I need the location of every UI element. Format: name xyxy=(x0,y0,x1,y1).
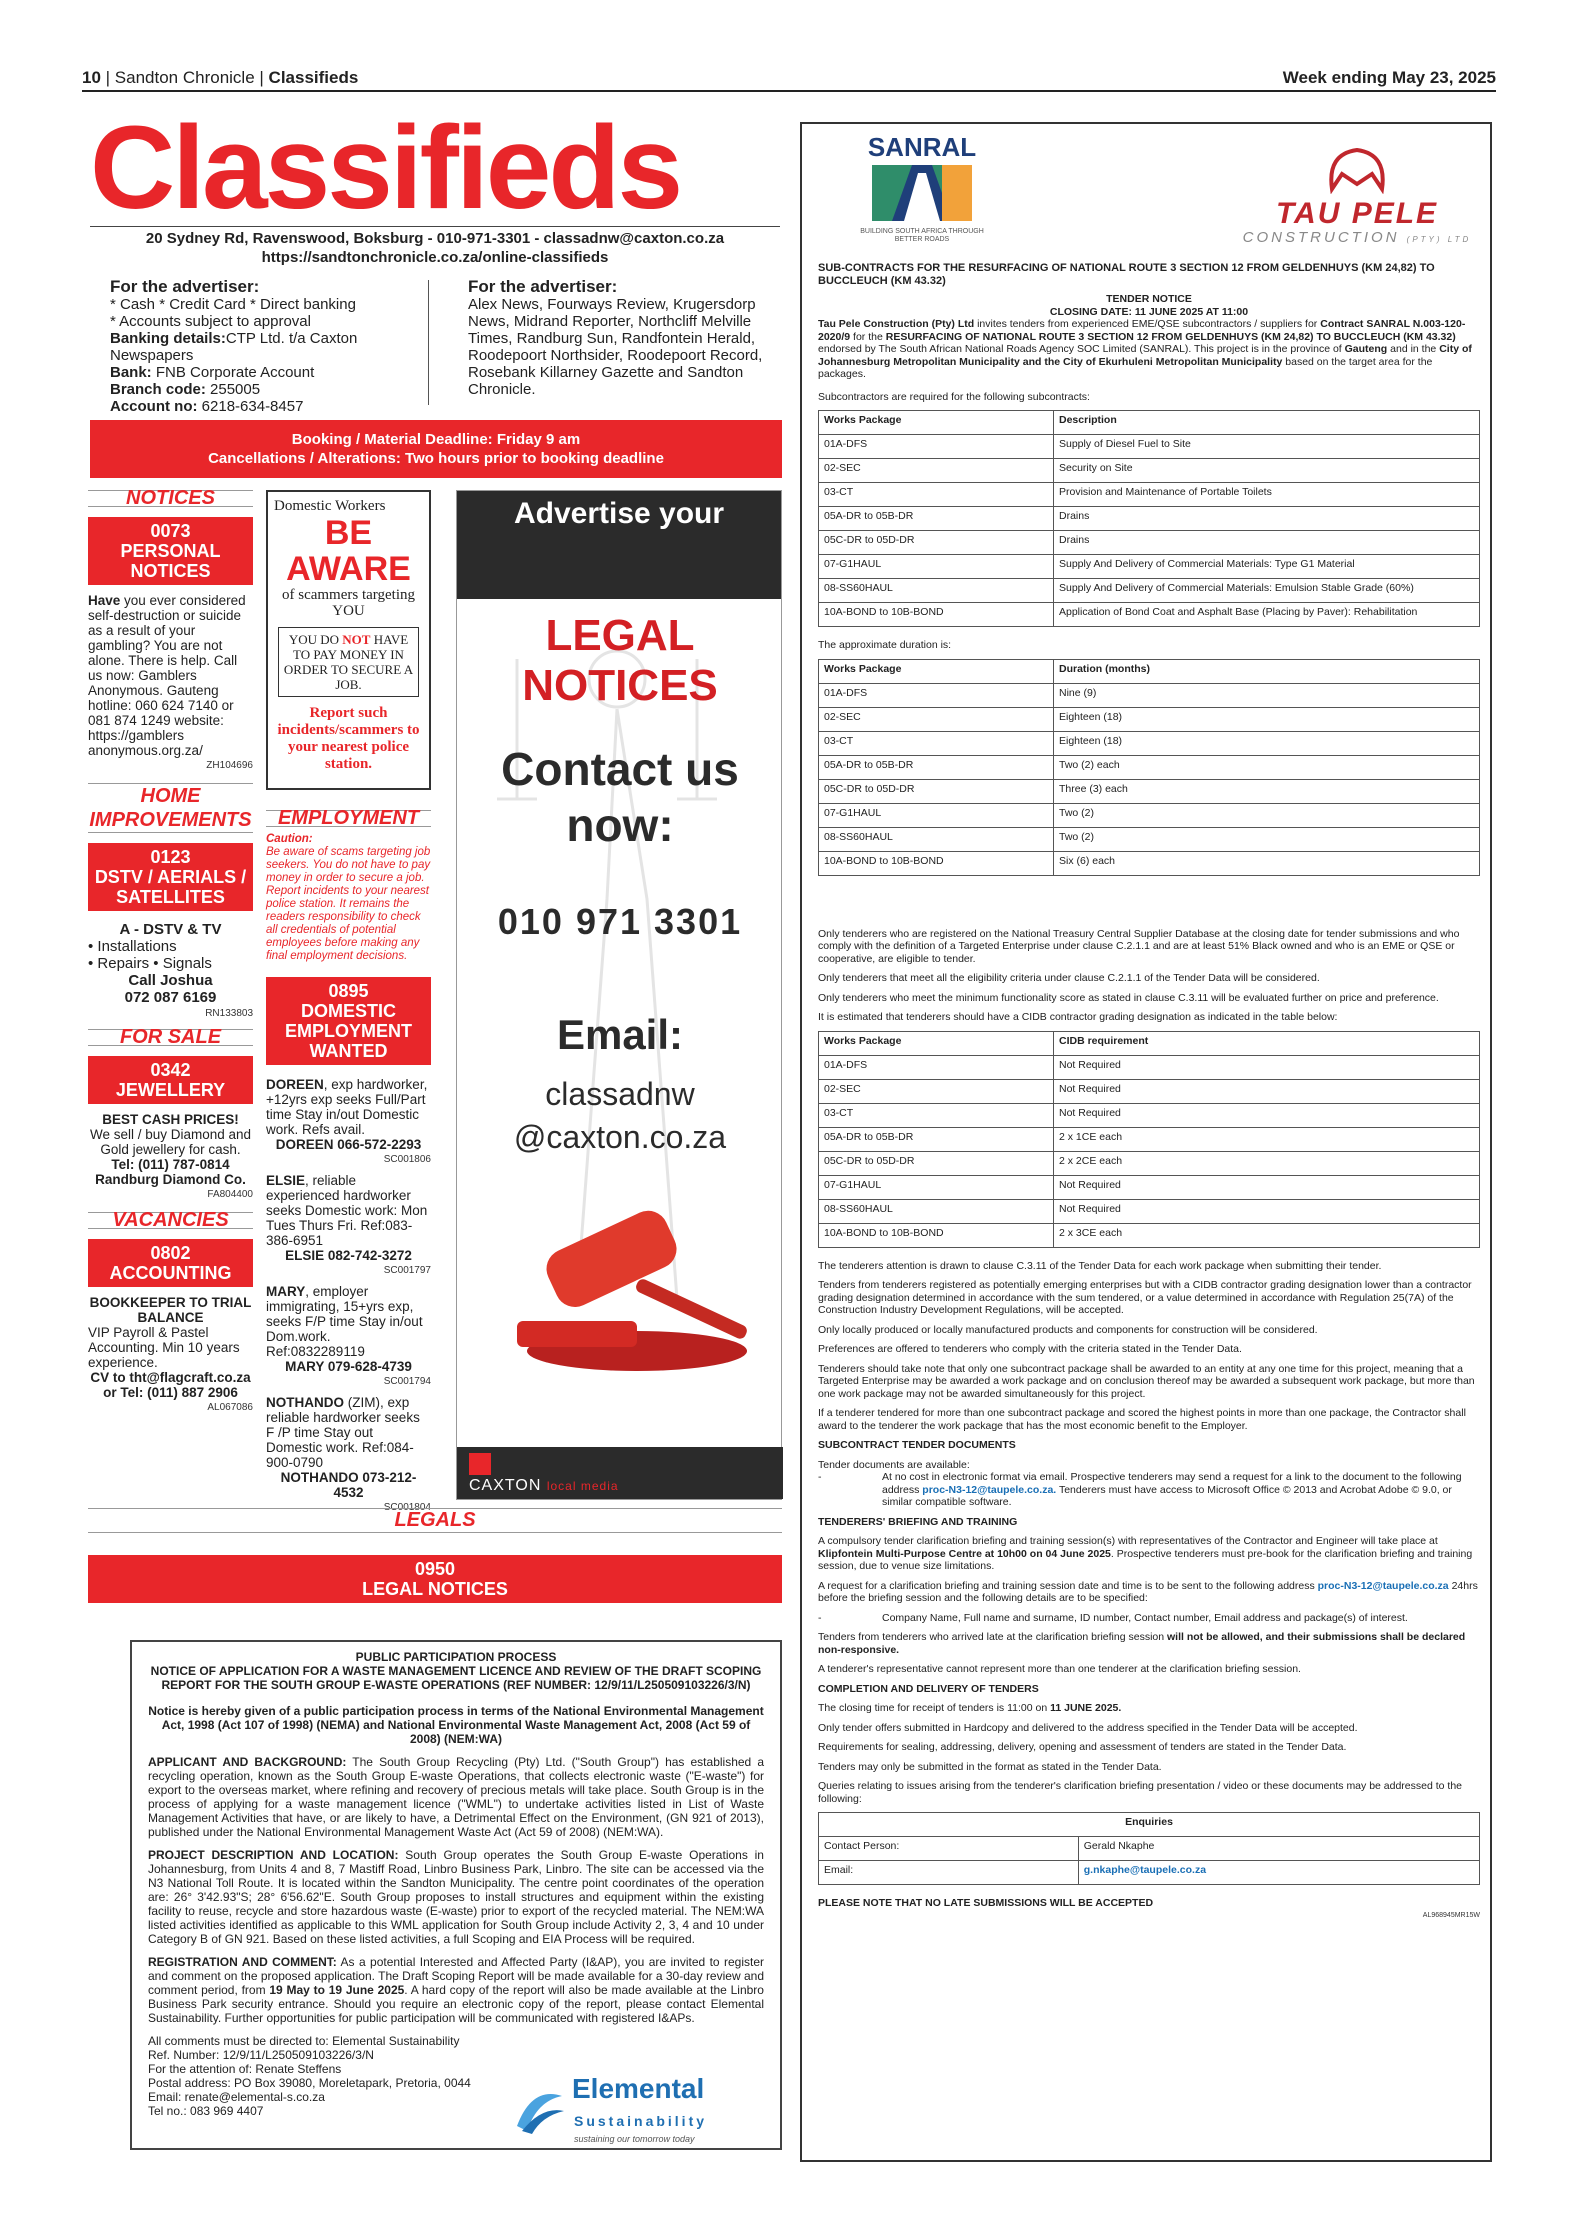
contact-us-title: Contact us now: xyxy=(501,743,739,851)
page-header-left: 10 | Sandton Chronicle | Classifieds xyxy=(82,68,359,87)
domestic-ad: ELSIE, reliable experienced hardworker seeks Domestic work: Mon Tues Thurs Fri. Ref:083-386-6951 ELSIE 082-742-3272 SC001797 xyxy=(266,1173,431,1276)
classifieds-logo: Classifieds xyxy=(90,102,681,234)
table-row: 05C-DR to 05D-DR Three (3) each xyxy=(819,779,1480,803)
jewellery-ad: BEST CASH PRICES! We sell / buy Diamond and Gold jewellery for cash. Tel: (011) 787-0814 Randburg Diamond Co. xyxy=(89,1112,252,1187)
table-row: 05C-DR to 05D-DR 2 x 2CE each xyxy=(819,1151,1480,1175)
table-row: 08-SS60HAUL Supply And Delivery of Commercial Materials: Emulsion Stable Grade (60%) xyxy=(819,579,1480,603)
waste-licence-notice: PUBLIC PARTICIPATION PROCESS NOTICE OF APPLICATION FOR A WASTE MANAGEMENT LICENCE AND REVIEW OF THE DRAFT SCOPING REPORT FOR THE SOUTH GROUP E-WASTE OPERATIONS (REF NUMBER: 12/9/11/L250509103226/3/N) Notice is hereby given of a public participation process in terms of the National Environmental Management Act, 1998 (Act 107 of 1998) (NEMA) and National Environmental Waste Management Act, 2008 (Act 59 of 2008) (NEM:WA) APPLICANT AND BACKGROUND: The South Group Recycling (Pty) Ltd. ("South Group") has established a recycling operation, known as the South Group E-waste Operations, that collects electronic waste ("E-waste") for export to the overseas market, where refining and recovery of precious metals will take place. South Group is in the process of applying for a waste management licence ("WML") to undertake activities listed in List of Waste Management Activities that have, or are likely to have, a Detrimental Effect on the Environment, (GN 921 of 2013), published under the National Environmental Management Waste Act (Act 59 of 2008) (NEM:WA). PROJECT DESCRIPTION AND LOCATION: South Group operates the South Group E-waste Operations in Johannesburg, from Units 4 and 8, 7 Mastiff Road, Linbro Business Park, Linbro. The site can be accessed via the N3 National Toll Route. It is located within the Sandton Municipality. The centre point coordinates of the operation are: 26° 3'42.93"S; 28° 6'56.62"E. South Group proposes to install structures and equipment within the existing facility to reuse, recycle and store hazardous waste (E-waste) prior to export of the recycled material. The NEM:WA listed activities identified as applicable to this WML application for South Group include Activity 2, 3, 4 and 10 under Category B of GN 921. Based on these listed activities, a full Scoping and EIA Process will be required. REGISTRATION AND COMMENT: As a potential Interested and Affected Party (I&AP), you are invited to register and comment on the proposed application. The Draft Scoping Report will be made available for a 30-day review and comment period, from 19 May to 19 June 2025. A hard copy of the report will also be made available at the Linbro Business Park security entrance. Should you require an electronic copy of the report, please contact Elemental Sustainability. Further opportunities for public participation will be communicated with registered I&APs. All comments must be directed to: Elemental Sustainability Ref. Number: 12/9/11/L250509103226/3/N For the attention of: Renate Steffens Postal address: PO Box 39080, Moreletapark, Pretoria, 0044 Email: renate@elemental-s.co.za Tel no.: 083 969 4407 Elemental Sustainability sustaining our tomorrow today xyxy=(130,1640,782,2150)
table-header-row: Works Package CIDB requirement xyxy=(819,1031,1480,1055)
advertise-heading: Advertise your xyxy=(457,491,781,599)
table-row: 03-CT Eighteen (18) xyxy=(819,731,1480,755)
ad-ref: AL067086 xyxy=(207,1402,253,1413)
page-header-date: Week ending May 23, 2025 xyxy=(1282,68,1496,87)
category-0123: 0123 DSTV / AERIALS / SATELLITES xyxy=(88,843,253,911)
section-notices: NOTICES xyxy=(88,490,253,507)
sanral-logo: SANRAL BUILDING SOUTH AFRICA THROUGH BETTER ROADS xyxy=(852,132,992,252)
deadline-banner: Booking / Material Deadline: Friday 9 am Cancellations / Alterations: Two hours prior to booking deadline xyxy=(90,420,782,478)
domestic-ad: DOREEN, exp hardworker, +12yrs exp seeks Full/Part time Stay in/out Domestic work. Refs avail. DOREEN 066-572-2293 SC001806 xyxy=(266,1077,431,1165)
email-label: Email: xyxy=(556,1011,684,1058)
ad-ref: RN133803 xyxy=(205,1008,253,1019)
category-0895: 0895 DOMESTIC EMPLOYMENT WANTED xyxy=(266,977,431,1065)
subcontracts-table xyxy=(818,410,1480,627)
table-row: 10A-BOND to 10B-BOND 2 x 3CE each xyxy=(819,1223,1480,1247)
caution-text: Caution: Be aware of scams targeting job seekers. You do not have to pay money in order to secure a job. Report incidents to your nearest police station. It remains the readers responsibility to check all credentials of potential employees before making any final employment decisions. xyxy=(266,833,431,962)
column-2 xyxy=(266,807,431,1521)
caxton-footer: CAXTON local media xyxy=(457,1447,783,1499)
category-0073: 0073 PERSONAL NOTICES xyxy=(88,517,253,585)
domestic-ad: MARY, employer immigrating, 15+yrs exp, seeks F/P time Stay in/out Dom.work. Ref:0832289119 MARY 079-628-4739 SC001794 xyxy=(266,1284,431,1387)
cidb-table xyxy=(818,1031,1480,1248)
advertiser-info-right: For the advertiser: Alex News, Fourways Review, Krugersdorp News, Midrand Reporter, Northcliff Melville Times, Randburg Sun, Randfontein Herald, Roodepoort Northsider, Roodepoort Record, Rosebank Killarney Gazette and Sandton Chronicle. xyxy=(468,277,763,398)
masthead-address: 20 Sydney Rd, Ravenswood, Boksburg - 010-971-3301 - classadnw@caxton.co.za https://sandtonchronicle.co.za/online-classifieds xyxy=(90,226,780,267)
section-vacancies: VACANCIES xyxy=(88,1212,253,1229)
contact-phone: 010 971 3301 xyxy=(497,901,743,942)
section-for-sale: FOR SALE xyxy=(88,1029,253,1046)
table-row: 08-SS60HAUL Not Required xyxy=(819,1199,1480,1223)
sanral-road-icon xyxy=(852,163,992,223)
category-0950: 0950 LEGAL NOTICES xyxy=(88,1555,782,1603)
table-row: 01A-DFS Nine (9) xyxy=(819,683,1480,707)
table-row: 05C-DR to 05D-DR Drains xyxy=(819,531,1480,555)
dstv-ad: A - DSTV & TV • Installations • Repairs • Signals Call Joshua 072 087 6169 xyxy=(88,921,222,1006)
lion-head-icon xyxy=(1317,144,1397,194)
legal-notices-title: LEGAL NOTICES xyxy=(522,611,718,710)
table-header-row: Works Package Duration (months) xyxy=(819,659,1480,683)
table-row: 03-CT Not Required xyxy=(819,1103,1480,1127)
table-header-row: Works Package Description xyxy=(819,411,1480,435)
header-rule xyxy=(82,90,1496,92)
table-row: 05A-DR to 05B-DR Drains xyxy=(819,507,1480,531)
table-row: 07-G1HAUL Supply And Delivery of Commercial Materials: Type G1 Material xyxy=(819,555,1480,579)
ad-ref: FA804400 xyxy=(207,1189,253,1200)
gavel-icon xyxy=(487,1191,757,1381)
be-aware-notice: Domestic Workers BE AWARE of scammers targeting YOU YOU DO NOT HAVE TO PAY MONEY IN ORDER TO SECURE A JOB. Report such incidents/scammers to your nearest police station. xyxy=(266,490,431,790)
table-row: 01A-DFS Supply of Diesel Fuel to Site xyxy=(819,435,1480,459)
section-employment: EMPLOYMENT xyxy=(266,810,431,827)
table-row: 10A-BOND to 10B-BOND Six (6) each xyxy=(819,851,1480,875)
table-row: 02-SEC Eighteen (18) xyxy=(819,707,1480,731)
advertise-legal-notices-ad xyxy=(456,490,782,1500)
personal-notice-ad: Have you ever considered self-destruction or suicide as a result of your gambling? You are not alone. There is help. Call us now: Gamblers Anonymous. Gauteng hotline: 060 624 7140 or 081 874 1249 website: https://gamblers anonymous.org.za/ xyxy=(88,593,246,758)
table-row: 01A-DFS Not Required xyxy=(819,1055,1480,1079)
duration-table xyxy=(818,659,1480,876)
table-row: 10A-BOND to 10B-BOND Application of Bond Coat and Asphalt Base (Placing by Paver): Rehabilitation xyxy=(819,603,1480,627)
advertiser-divider xyxy=(428,280,429,405)
table-row: 02-SEC Not Required xyxy=(819,1079,1480,1103)
caxton-logo-icon xyxy=(469,1453,491,1475)
notice-contact-footer: All comments must be directed to: Elemental Sustainability Ref. Number: 12/9/11/L250509103226/3/N For the attention of: Renate Steffens Postal address: PO Box 39080, Moreletapark, Pretoria, 0044 Email: renate@elemental-s.co.za Tel no.: 083 969 4407 xyxy=(148,2034,471,2118)
ad-ref: ZH104696 xyxy=(206,760,253,771)
category-0342: 0342 JEWELLERY xyxy=(88,1056,253,1104)
domestic-ad: NOTHANDO (ZIM), exp reliable hardworker seeks F /P time Stay out Domestic work. Ref:084-900-0790 NOTHANDO 073-212-4532 SC001804 xyxy=(266,1395,431,1513)
tender-notice xyxy=(800,122,1492,2162)
taupele-logo: TAU PELE CONSTRUCTION (PTY) LTD xyxy=(1242,144,1472,254)
category-0802: 0802 ACCOUNTING xyxy=(88,1239,253,1287)
section-legals: LEGALS xyxy=(88,1508,782,1533)
elemental-swoosh-icon xyxy=(512,2086,567,2136)
enquiries-table: Enquiries Contact Person: Gerald Nkaphe Email: g.nkaphe@taupele.co.za xyxy=(818,1812,1480,1885)
email-line-1: classadnw xyxy=(545,1076,695,1112)
table-row: 05A-DR to 05B-DR 2 x 1CE each xyxy=(819,1127,1480,1151)
section-home-improvements: HOME IMPROVEMENTS xyxy=(89,785,252,831)
table-row: 03-CT Provision and Maintenance of Portable Toilets xyxy=(819,483,1480,507)
email-line-2: @caxton.co.za xyxy=(513,1119,727,1155)
table-row: 02-SEC Security on Site xyxy=(819,459,1480,483)
table-row: 08-SS60HAUL Two (2) xyxy=(819,827,1480,851)
table-row: 05A-DR to 05B-DR Two (2) each xyxy=(819,755,1480,779)
elemental-logo: Elemental Sustainability sustaining our tomorrow today xyxy=(512,2082,772,2152)
tender-body: SUB-CONTRACTS FOR THE RESURFACING OF NATIONAL ROUTE 3 SECTION 12 FROM GELDENHUYS (KM 24,82) TO BUCCLEUCH (KM 43.32) TENDER NOTICE CLOSING DATE: 11 JUNE 2025 AT 11:00 Tau Pele Construction (Pty) Ltd invites tenders from experienced EME/QSE subcontractors / suppliers for Contract SANRAL N.003-120-2020/9 for the RESURFACING OF NATIONAL ROUTE 3 SECTION 12 FROM GELDENHUYS (KM 24,82) TO BUCCLEUCH (KM 43.32) endorsed by The South African National Roads Agency SOC Limited (SANRAL). This project is in the province of Gauteng and in the City of Johannesburg Metropolitan Municipality and the City of Ekurhuleni Metropolitan Municipality based on the target area for the packages. Subcontractors are required for the following subcontracts: Works Package Description 01A-DFS Supply of Diesel Fuel to Site 02-SEC Security on Site 03-CT Provision and Maintenance of Portable Toilets 05A-DR to 05B-DR Drains 05C-DR to 05D-DR Drains 07-G1HAUL Supply And Delivery of Commercial Materials: Type G1 Material 08-SS60HAUL Supply And Delivery of Commercial Materials: Emulsion Stable Grade (60%) 10A-BOND to 10B-BOND Application of Bond Coat and Asphalt Base (Placing by Paver): Rehabilitation The approximate duration is: Works Package Duration (months) 01A-DFS Nine (9) 02-SEC Eighteen (18) 03-CT Eighteen (18) 05A-DR to 05B-DR Two (2) each 05C-DR to 05D-DR Three (3) each 07-G1HAUL Two (2) 08-SS60HAUL Two (2) 10A-BOND to 10B-BOND Six (6) each Only tenderers who are registered on the National Treasury Central Supplier Database at the closing date for tender submissions and who comply with the definition of a Targeted Enterprise under clause C.2.1.1 and are at least 51% Black owned and who is an EME or QSE or cooperative, are eligible to tender. Only tenderers that meet all the eligibility criteria under clause C.2.1.1 of the Tender Data will be considered. Only tenderers who meet the minimum functionality score as stated in clause C.3.11 will be evaluated further on price and preference. It is estimated that tenderers should have a CIDB contractor grading designation as indicated in the table below: Works Package CIDB requirement 01A-DFS Not Required 02-SEC Not Required 03-CT Not Required 05A-DR to 05B-DR 2 x 1CE each 05C-DR to 05D-DR 2 x 2CE each 07-G1HAUL Not Required 08-SS60HAUL Not Required 10A-BOND to 10B-BOND 2 x 3CE each The tenderers attention is drawn to clause C.3.11 of the Tender Data for each work package when submitting their tender. Tenders from tenderers registered as potentially emerging enterprises but with a CIDB contractor grading designation lower than a contractor grading designation determined in accordance with the sum tendered, or a value determined in accordance with Regulation 25(7A) of the Construction Industry Development Regulations, will be accepted. Only locally produced or locally manufactured products and components for construction will be considered. Preferences are offered to tenderers who comply with the criteria stated in the Tender Data. Tenderers should take note that only one subcontract package shall be awarded to an entity at any one time for this project, meaning that a Targeted Enterprise may be awarded a work package and on conclusion thereof may be awarded a subsequent work package, but more than one work package may not be awarded simultaneously for this project. If a tenderer tendered for more than one subcontract package and scored the highest points in more than one package, the Contractor shall award to the tenderer the work package that has the most economic benefit to the Employer. SUBCONTRACT TENDER DOCUMENTS Tender documents are available: - At no cost in electronic format via email. Prospective tenderers may send a request for a link to the document to the following address proc-N3-12@taupele.co.za. Tenderers must have access to Microsoft Office © 2013 and Acrobat Adobe © 9.0, or similar compatible software. TENDERERS' BRIEFING AND TRAINING A compulsory tender clarification briefing and training session(s) with representatives of the Contractor and Engineer will take place at Klipfontein Multi-Purpose Centre at 10h00 on 04 June 2025. Prospective tenderers must pre-book for the clarification briefing and training session, due to venue size limitations. A request for a clarification briefing and training session date and time is to be sent to the following address proc-N3-12@taupele.co.za 24hrs before the briefing session and the following details are to be specified: - Company Name, Full name and surname, ID number, Contact number, Email address and package(s) of interest. Tenders from tenderers who arrived late at the clarification briefing session will not be allowed, and their submissions shall be declared non-responsive. A tenderer's representative cannot represent more than one tenderer at the clarification briefing session. COMPLETION AND DELIVERY OF TENDERS The closing time for receipt of tenders is 11:00 on 11 JUNE 2025. Only tender offers submitted in Hardcopy and delivered to the address specified in the Tender Data will be accepted. Requirements for sealing, addressing, delivery, opening and assessment of tenders are stated in the Tender Data. Tenders may only be submitted in the format as stated in the Tender Data. Queries relating to issues arising from the tenderer's clarification briefing presentation / video or these documents may be addressed to the following: Enquiries Contact Person: Gerald Nkaphe Email: g.nkaphe@taupele.co.za PLEASE NOTE THAT NO LATE SUBMISSIONS WILL BE ACCEPTED AL968945MR15W xyxy=(818,262,1480,1919)
advertiser-info-left: For the advertiser: * Cash * Credit Card * Direct banking * Accounts subject to approval Banking details:CTP Ltd. t/a Caxton Newspapers Bank: FNB Corporate Account Branch code: 255005 Account no: 6218-634-8457 xyxy=(110,277,358,415)
table-row: 07-G1HAUL Not Required xyxy=(819,1175,1480,1199)
column-1 xyxy=(88,487,253,1415)
domestic-ads xyxy=(266,1077,431,1515)
table-row: 07-G1HAUL Two (2) xyxy=(819,803,1480,827)
aware-box: YOU DO NOT HAVE TO PAY MONEY IN ORDER TO SECURE A JOB. xyxy=(278,627,419,697)
accounting-ad: BOOKKEEPER TO TRIAL BALANCE VIP Payroll & Pastel Accounting. Min 10 years experience. CV to tht@flagcraft.co.za or Tel: (011) 887 2906 xyxy=(88,1295,252,1400)
